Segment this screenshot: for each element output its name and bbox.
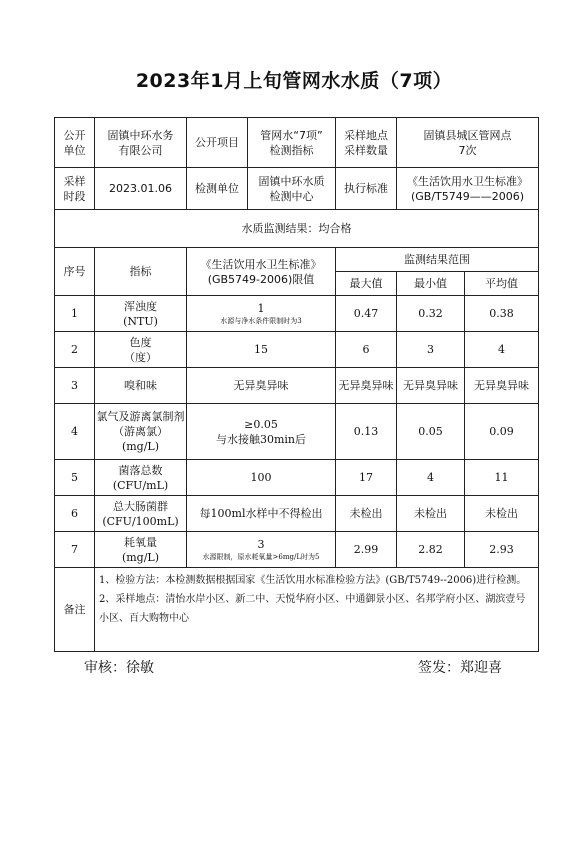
item-value: 管网水“7项” 检测指标 bbox=[248, 118, 336, 168]
item-label: 公开项目 bbox=[187, 118, 248, 168]
row-no: 7 bbox=[55, 532, 95, 568]
row-min: 无异臭异味 bbox=[397, 368, 465, 404]
row-max: 未检出 bbox=[336, 496, 397, 532]
col-max-header: 最大值 bbox=[336, 272, 397, 296]
issuer-signature: 签发：郑迎喜 bbox=[418, 660, 502, 676]
col-no-header: 序号 bbox=[55, 248, 95, 296]
row-avg: 4 bbox=[465, 332, 539, 368]
table-row bbox=[55, 460, 539, 496]
unit-value: 固镇中环水务 有限公司 bbox=[95, 118, 187, 168]
page-title: 2023年1月上旬管网水水质（7项） bbox=[135, 70, 453, 92]
table-row bbox=[55, 296, 539, 332]
row-min: 0.05 bbox=[397, 404, 465, 460]
row-indicator: 色度 （度） bbox=[95, 332, 187, 368]
row-no: 1 bbox=[55, 296, 95, 332]
row-indicator: 耗氧量 (mg/L) bbox=[95, 532, 187, 568]
notes-line-2: 2、采样地点：清怡水岸小区、新二中、天悦华府小区、中通御景小区、名邦学府小区、湖滨壹号小区、百大购物中心 bbox=[99, 594, 526, 624]
water-quality-table bbox=[54, 117, 539, 652]
col-limit-header: 《生活饮用水卫生标准》 (GB5749-2006)限值 bbox=[187, 248, 336, 296]
unit-label: 公开 单位 bbox=[55, 118, 95, 168]
row-no: 2 bbox=[55, 332, 95, 368]
col-range-header: 监测结果范围 bbox=[336, 248, 539, 272]
row-limit: 1 水源与净水条件限制时为3 bbox=[187, 296, 336, 332]
notes-row bbox=[55, 568, 539, 652]
row-max: 2.99 bbox=[336, 532, 397, 568]
period-value: 2023.01.06 bbox=[95, 168, 187, 210]
row-limit: 3 水源限制，原水耗氧量>6mg/L时为5 bbox=[187, 532, 336, 568]
info-row-unit bbox=[55, 118, 539, 168]
row-limit: 100 bbox=[187, 460, 336, 496]
row-max: 无异臭异味 bbox=[336, 368, 397, 404]
lab-label: 检测单位 bbox=[187, 168, 248, 210]
row-avg: 无异臭异味 bbox=[465, 368, 539, 404]
row-limit: 每100ml水样中不得检出 bbox=[187, 496, 336, 532]
lab-value: 固镇中环水质 检测中心 bbox=[248, 168, 336, 210]
row-max: 0.13 bbox=[336, 404, 397, 460]
row-min: 4 bbox=[397, 460, 465, 496]
row-min: 3 bbox=[397, 332, 465, 368]
std-label: 执行标准 bbox=[336, 168, 397, 210]
row-no: 4 bbox=[55, 404, 95, 460]
row-no: 5 bbox=[55, 460, 95, 496]
site-value: 固镇县城区管网点 7次 bbox=[397, 118, 539, 168]
row-indicator: 嗅和味 bbox=[95, 368, 187, 404]
table-row bbox=[55, 404, 539, 460]
table-row bbox=[55, 496, 539, 532]
row-no: 3 bbox=[55, 368, 95, 404]
row-avg: 11 bbox=[465, 460, 539, 496]
row-limit: 15 bbox=[187, 332, 336, 368]
row-limit: 无异臭异味 bbox=[187, 368, 336, 404]
row-indicator: 浑浊度 (NTU) bbox=[95, 296, 187, 332]
row-no: 6 bbox=[55, 496, 95, 532]
row-avg: 0.38 bbox=[465, 296, 539, 332]
table-row bbox=[55, 532, 539, 568]
col-min-header: 最小值 bbox=[397, 272, 465, 296]
row-avg: 未检出 bbox=[465, 496, 539, 532]
row-indicator: 总大肠菌群 (CFU/100mL) bbox=[95, 496, 187, 532]
col-indicator-header: 指标 bbox=[95, 248, 187, 296]
row-max: 6 bbox=[336, 332, 397, 368]
header-row bbox=[55, 248, 539, 272]
row-min: 未检出 bbox=[397, 496, 465, 532]
reviewer-signature: 审核：徐敏 bbox=[84, 660, 154, 676]
result-row bbox=[55, 210, 539, 248]
row-indicator: 氯气及游离氯制剂 （游离氯） (mg/L) bbox=[95, 404, 187, 460]
row-avg: 0.09 bbox=[465, 404, 539, 460]
col-avg-header: 平均值 bbox=[465, 272, 539, 296]
info-row-period bbox=[55, 168, 539, 210]
row-max: 17 bbox=[336, 460, 397, 496]
row-indicator: 菌落总数 (CFU/mL) bbox=[95, 460, 187, 496]
row-limit: ≥0.05 与水接触30min后 bbox=[187, 404, 336, 460]
notes-line-1: 1、检验方法：本检测数据根据国家《生活饮用水标准检验方法》(GB/T5749--2006)进行检测。 bbox=[99, 575, 527, 586]
std-value: 《生活饮用水卫生标准》 (GB/T5749——2006) bbox=[397, 168, 539, 210]
notes-label: 备注 bbox=[55, 568, 95, 652]
row-avg: 2.93 bbox=[465, 532, 539, 568]
row-max: 0.47 bbox=[336, 296, 397, 332]
row-min: 0.32 bbox=[397, 296, 465, 332]
row-min: 2.82 bbox=[397, 532, 465, 568]
site-label: 采样地点 采样数量 bbox=[336, 118, 397, 168]
table-row bbox=[55, 332, 539, 368]
table-row bbox=[55, 368, 539, 404]
result-summary: 水质监测结果：均合格 bbox=[55, 210, 539, 248]
period-label: 采样 时段 bbox=[55, 168, 95, 210]
notes-content bbox=[95, 568, 539, 652]
